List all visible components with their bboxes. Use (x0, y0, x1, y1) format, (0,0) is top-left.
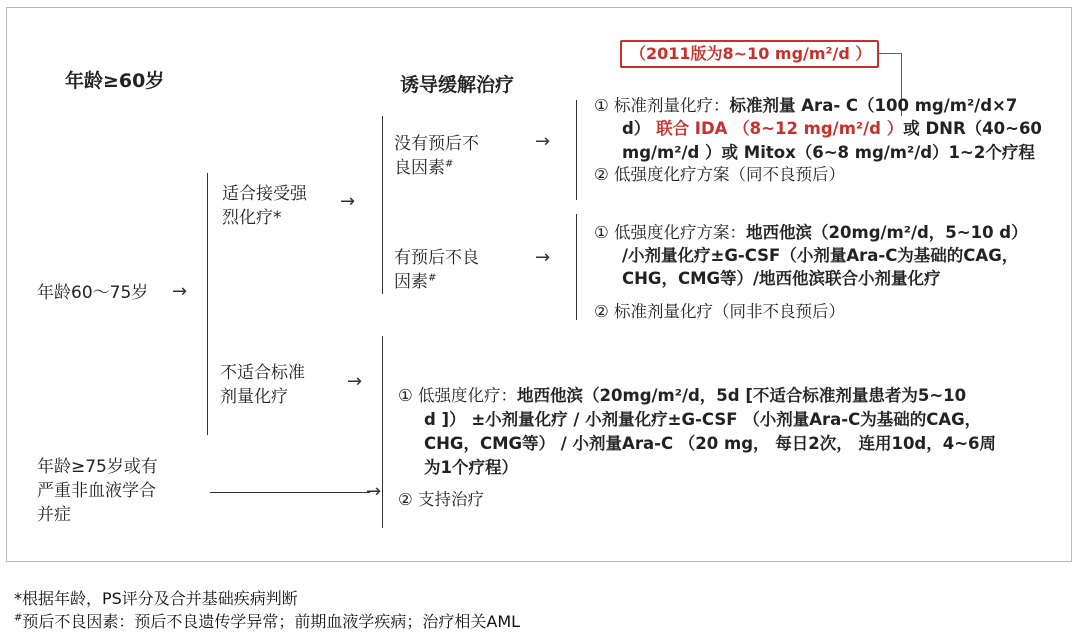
fit-label-line2: 烈化疗* (222, 208, 282, 228)
elderly-connector-line (210, 492, 370, 493)
note-2011-box: （2011版为8~10 mg/m²/d ） (620, 40, 879, 68)
elderly-label-line1: 年龄≥75岁或有 (37, 457, 158, 477)
g1-item1-line3: mg/m²/d ）或 Mitox（6~8 mg/m²/d）1~2个疗程 (622, 143, 1035, 162)
elderly-label-line2: 严重非血液学合 (37, 481, 156, 501)
arrow-icon: → (347, 371, 363, 392)
bad-prognosis-line1: 有预后不良 (394, 248, 479, 268)
g1-item1-line1: ① 标准剂量化疗：标准剂量 Ara- C（100 mg/m²/d×7 (594, 96, 1018, 115)
bracket-no-bad (576, 100, 577, 200)
header-age: 年龄≥60岁 (65, 70, 165, 92)
arrow-icon: → (535, 131, 551, 152)
g3-item1-line1: ① 低强度化疗：地西他滨（20mg/m²/d，5d [不适合标准剂量患者为5~10 (398, 386, 967, 405)
age-60-75-label: 年龄60～75岁 (37, 283, 149, 303)
bad-prognosis-line2: 因素# (394, 272, 437, 292)
g2-item1-line2: /小剂量化疗±G-CSF（小剂量Ara-C为基础的CAG， (622, 246, 1019, 265)
g1-item2: ② 低强度化疗方案（同不良预后） (594, 165, 846, 184)
arrow-icon: → (172, 281, 188, 302)
arrow-icon: → (366, 481, 382, 502)
elderly-label-line3: 并症 (37, 505, 71, 525)
fit-label-line1: 适合接受强 (222, 184, 307, 204)
arrow-icon: → (340, 191, 356, 212)
header-induction: 诱导缓解治疗 (400, 74, 515, 96)
unfit-label-line1: 不适合标准 (220, 363, 305, 383)
g2-item1-line3: CHG，CMG等）/地西他滨联合小剂量化疗 (622, 269, 941, 288)
no-bad-prognosis-line1: 没有预后不 (394, 134, 479, 154)
bracket-fit (382, 116, 383, 294)
bracket-unfit (382, 336, 383, 528)
g3-item1-line3: CHG，CMG等） / 小剂量Ara-C （20 mg， 每日2次， 连用10d，4~6周 (424, 434, 997, 453)
bracket-bad (576, 214, 577, 320)
g2-item2: ② 标准剂量化疗（同非不良预后） (594, 302, 846, 321)
g2-item1-line1: ① 低强度化疗方案：地西他滨（20mg/m²/d，5~10 d） (594, 223, 1028, 242)
g1-item1-line2: d） 联合 IDA （8~12 mg/m²/d ）或 DNR（40~60 (622, 119, 1042, 138)
g3-item1-line2: d ]） ±小剂量化疗 / 小剂量化疗±G-CSF （小剂量Ara-C为基础的CAG， (424, 410, 982, 429)
footnote-1: *根据年龄，PS评分及合并基础疾病判断 (14, 589, 298, 608)
no-bad-prognosis-line2: 良因素# (394, 158, 454, 178)
g3-item1-line4: 为1个疗程） (424, 458, 518, 477)
footnote-2: #预后不良因素：预后不良遗传学异常；前期血液学疾病；治疗相关AML (14, 612, 521, 631)
g3-item2: ② 支持治疗 (398, 490, 485, 509)
bracket-age-60-75 (207, 173, 208, 435)
arrow-icon: → (535, 247, 551, 268)
unfit-label-line2: 剂量化疗 (220, 387, 288, 407)
